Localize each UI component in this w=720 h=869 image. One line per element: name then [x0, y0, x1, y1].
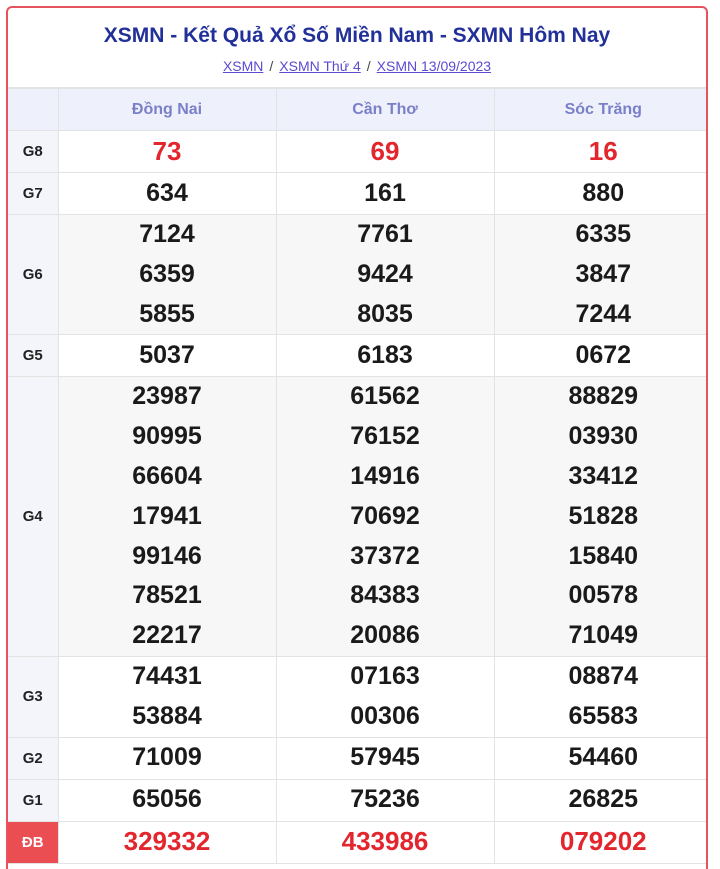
result-number: 7761 [357, 220, 413, 248]
prize-label-g5: G5 [8, 335, 58, 377]
result-number: 6335 [575, 220, 632, 248]
result-number: 00306 [350, 701, 420, 730]
result-number: 22217 [132, 621, 202, 650]
province-header-row [8, 89, 708, 131]
result-cell [58, 779, 276, 821]
result-cell [494, 737, 708, 779]
result-number: 78521 [132, 581, 202, 610]
prize-row-g6 [8, 215, 708, 335]
result-number: 9424 [357, 259, 413, 288]
result-number: 53884 [132, 701, 202, 730]
result-number: 65583 [568, 701, 639, 730]
result-number: 37372 [350, 541, 420, 570]
result-number: 20086 [350, 621, 420, 650]
result-cell [494, 821, 708, 863]
result-number: 71009 [132, 743, 202, 772]
result-cell [276, 779, 494, 821]
result-number: 5037 [139, 340, 195, 369]
result-number: 57945 [350, 743, 420, 772]
breadcrumb-link-xsmn[interactable]: XSMN [222, 58, 264, 74]
result-cell [276, 131, 494, 173]
results-table [8, 88, 708, 864]
result-number: 23987 [132, 382, 202, 411]
prize-row-g5 [8, 335, 708, 377]
prize-label-g2: G2 [8, 737, 58, 779]
result-cell [494, 779, 708, 821]
prize-label-g1: G1 [8, 779, 58, 821]
prize-row-g4 [8, 377, 708, 657]
result-cell [276, 335, 494, 377]
prize-row-g2 [8, 737, 708, 779]
province-header-soc-trang[interactable]: Sóc Trăng [494, 89, 708, 131]
result-number: 5855 [139, 299, 195, 328]
result-number: 66604 [132, 461, 202, 490]
result-cell [494, 335, 708, 377]
result-number: 6359 [139, 259, 195, 288]
result-number: 33412 [568, 461, 639, 490]
breadcrumb-separator: / [366, 58, 371, 74]
result-number: 51828 [568, 501, 639, 530]
breadcrumb-link-date[interactable]: XSMN 13/09/2023 [376, 58, 492, 74]
result-cell [276, 173, 494, 215]
prize-row-special [8, 821, 708, 863]
prize-label-g4: G4 [8, 377, 58, 657]
result-number: 14916 [350, 461, 420, 490]
result-number: 65056 [132, 785, 202, 814]
breadcrumb-link-weekday[interactable]: XSMN Thứ 4 [279, 58, 361, 74]
result-number: 7244 [575, 299, 632, 328]
result-cell [276, 821, 494, 863]
result-cell [58, 335, 276, 377]
result-cell [58, 821, 276, 863]
breadcrumb-separator: / [269, 58, 274, 74]
result-number: 8035 [357, 299, 413, 328]
result-cell [58, 737, 276, 779]
prize-label-g7: G7 [8, 173, 58, 215]
prize-row-g8 [8, 131, 708, 173]
result-number: 15840 [568, 541, 639, 570]
province-header-dong-nai[interactable]: Đồng Nai [58, 89, 276, 131]
result-number: 90995 [132, 422, 202, 451]
results-header [8, 8, 706, 88]
prize-row-g3 [8, 656, 708, 737]
result-number: 7124 [139, 220, 195, 248]
result-cell [276, 656, 494, 737]
result-cell [494, 377, 708, 657]
result-number: 17941 [132, 501, 202, 530]
result-number: 6183 [357, 340, 413, 369]
result-cell [494, 173, 708, 215]
result-number: 84383 [350, 581, 420, 610]
result-number: 70692 [350, 501, 420, 530]
prize-row-g7 [8, 173, 708, 215]
result-number: 74431 [132, 661, 202, 690]
prize-label-special: ĐB [8, 821, 58, 863]
result-number: 03930 [568, 422, 639, 451]
prize-label-g6: G6 [8, 215, 58, 335]
result-number: 07163 [350, 661, 420, 690]
prize-row-g1 [8, 779, 708, 821]
prize-label-g8: G8 [8, 131, 58, 173]
result-number-special: 079202 [559, 826, 647, 857]
result-number: 161 [364, 178, 406, 207]
result-number: 76152 [350, 422, 420, 451]
result-number-special: 433986 [341, 826, 429, 857]
result-number: 3847 [575, 259, 632, 288]
result-number-special: 329332 [123, 826, 211, 857]
result-number: 75236 [350, 785, 420, 814]
result-number: 71049 [568, 621, 639, 650]
result-cell [58, 131, 276, 173]
result-cell [494, 131, 708, 173]
result-number: 0672 [575, 340, 632, 369]
province-header-can-tho[interactable]: Cần Thơ [276, 89, 494, 131]
result-cell [276, 737, 494, 779]
result-number: 00578 [568, 581, 639, 610]
result-number: 73 [152, 135, 182, 166]
result-cell [494, 215, 708, 335]
result-number: 99146 [132, 541, 202, 570]
result-number: 61562 [350, 382, 420, 411]
page-title: XSMN - Kết Quả Xổ Số Miền Nam - SXMN Hôm Nay [103, 24, 611, 47]
result-number: 16 [588, 135, 618, 166]
breadcrumb [8, 57, 706, 75]
result-number: 69 [370, 135, 400, 166]
result-number: 634 [146, 178, 188, 207]
result-cell [276, 215, 494, 335]
result-cell [58, 377, 276, 657]
result-number: 26825 [568, 785, 639, 814]
header-corner [8, 89, 58, 131]
result-cell [58, 173, 276, 215]
result-number: 880 [582, 178, 625, 207]
result-number: 54460 [568, 743, 639, 772]
result-cell [494, 656, 708, 737]
result-cell [58, 656, 276, 737]
result-cell [58, 215, 276, 335]
result-cell [276, 377, 494, 657]
result-number: 08874 [568, 661, 639, 690]
prize-label-g3: G3 [8, 656, 58, 737]
result-number: 88829 [568, 382, 639, 411]
results-panel [6, 6, 708, 869]
